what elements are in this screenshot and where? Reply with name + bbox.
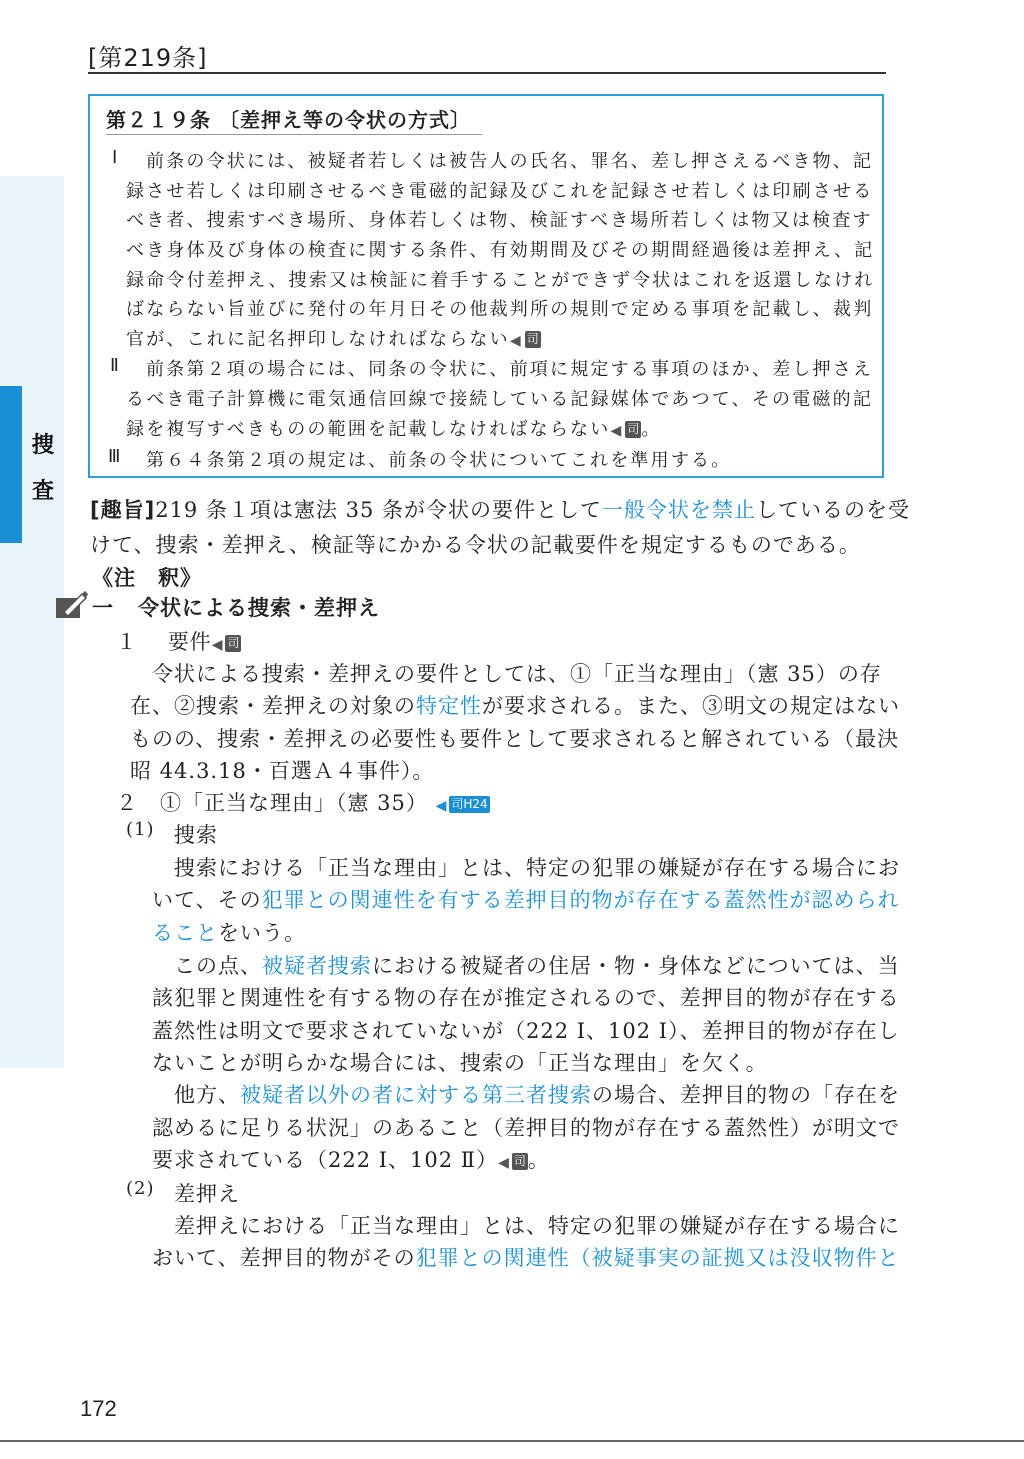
purpose-line-1	[90, 494, 910, 524]
pencil-icon	[54, 590, 88, 620]
sub-1-line	[174, 950, 900, 980]
reference-arrow-icon: ◀	[610, 423, 624, 439]
item-1-line	[130, 690, 900, 720]
reference-arrow-icon: ◀	[435, 798, 448, 814]
paragraph-2-number: Ⅱ	[110, 355, 122, 376]
item-1-line: 昭 44.3.18・百選Ａ４事件）。	[130, 759, 435, 783]
sub-1-text: の場合、差押目的物の「存在を	[592, 1083, 900, 1107]
article-title-underline	[106, 134, 482, 135]
paragraph-2-line: 前条第２項の場合には、同条の令状に、前項に規定する事項のほか、差し押さえ	[146, 359, 874, 380]
item-1-title: 要件	[167, 630, 212, 654]
sub-1-text: をいう。	[218, 921, 306, 945]
item-2-title: ①「正当な理由」（憲 35）	[160, 791, 428, 815]
sub-1-highlight: 被疑者以外の者に対する第三者捜索	[240, 1083, 592, 1107]
paragraph-1-line: 録命令付差押え、捜索又は検証に着手することができず令状はこれを返還しなけれ	[126, 270, 875, 291]
paragraph-2-line-text: 録を複写すべきものの範囲を記載しなければならない	[126, 419, 611, 440]
sub-1-highlight: ること	[152, 921, 218, 945]
side-index-tab-marker	[0, 386, 22, 543]
sub-2-number: (2)	[126, 1178, 155, 1199]
purpose-label: [趣旨]	[90, 498, 156, 522]
paragraph-2-line	[126, 415, 662, 441]
annotation-heading: 《注 釈》	[92, 566, 202, 590]
reference-arrow-icon: ◀	[498, 1155, 510, 1171]
sub-1-highlight: 被疑者捜索	[262, 954, 372, 978]
item-1-line: ものの、捜索・差押えの必要性も要件として要求されると解されている（最決	[130, 727, 900, 751]
sub-1-text: 要求されている（222 Ⅰ、102 Ⅱ）	[152, 1148, 499, 1172]
sub-1-text: いて、その	[152, 888, 262, 912]
sub-1-line	[152, 917, 306, 947]
sub-1-text: この点、	[174, 954, 262, 978]
item-2-heading	[116, 787, 490, 817]
sub-2-line	[152, 1242, 900, 1272]
period: 。	[641, 419, 662, 440]
sub-1-text: 。	[527, 1148, 550, 1172]
sub-1-line	[152, 1144, 550, 1174]
paragraph-1-number: Ⅰ	[112, 147, 120, 168]
sub-1-line: ないことが明らかな場合には、捜索の「正当な理由」を欠く。	[152, 1051, 768, 1075]
exam-tag-badge: 司H24	[451, 797, 488, 811]
exam-tag-badge: 司	[513, 1154, 526, 1168]
sub-1-line: 該犯罪と関連性を有する物の存在が推定されるので、差押目的物が存在する	[152, 986, 900, 1010]
page-number: 172	[80, 1396, 117, 1421]
section-1-number: 一	[92, 596, 114, 620]
reference-arrow-icon: ◀	[211, 637, 224, 653]
paragraph-1-line: べき身体及び身体の検査に関する条件、有効期間及びその期間経過後は差押え、記	[126, 240, 875, 261]
paragraph-1-line-text: 官が、これに記名押印しなければならない	[126, 329, 510, 350]
sub-1-text: における被疑者の住居・物・身体などについては、当	[372, 954, 900, 978]
sub-1-line: 認めるに足りる状況」のあること（差押目的物が存在する蓋然性）が明文で	[152, 1116, 900, 1140]
item-1-text: 在、②捜索・差押えの対象の	[130, 694, 416, 718]
side-tab-char-1: 捜	[31, 433, 54, 458]
paragraph-2-line: るべき電子計算機に電気通信回線で接続している記録媒体であつて、その電磁的記	[126, 389, 874, 410]
sub-1-text: 他方、	[174, 1083, 240, 1107]
purpose-text: 219 条１項は憲法 35 条が令状の要件として	[155, 498, 603, 522]
paragraph-1-line	[126, 325, 541, 351]
purpose-line-2: けて、捜索・差押え、検証等にかかる令状の記載要件を規定するものである。	[90, 533, 861, 557]
item-1-text: が要求される。また、③明文の規定はない	[482, 694, 900, 718]
sub-2-highlight: 犯罪との関連性（被疑事実の証拠又は没収物件と	[415, 1246, 900, 1270]
purpose-text: しているのを受	[756, 498, 911, 522]
paragraph-1-line: 前条の令状には、被疑者若しくは被告人の氏名、罪名、差し押さえるべき物、記	[146, 151, 874, 172]
bottom-rule	[0, 1440, 1024, 1442]
sub-1-number: (1)	[126, 819, 155, 840]
sub-2-line: 差押えにおける「正当な理由」とは、特定の犯罪の嫌疑が存在する場合に	[174, 1214, 900, 1238]
paragraph-1-line: べき者、捜索すべき場所、身体若しくは物、検証すべき場所若しくは物又は検査す	[126, 210, 873, 231]
section-1-title: 令状による捜索・差押え	[138, 596, 380, 620]
item-1-highlight: 特定性	[416, 694, 482, 718]
item-1-number: １	[116, 630, 138, 654]
sub-1-title: 捜索	[174, 823, 218, 847]
sub-2-text: おいて、差押目的物がその	[152, 1246, 416, 1270]
sub-1-line	[174, 1079, 900, 1109]
exam-tag-badge: 司	[526, 332, 539, 346]
paragraph-3-number: Ⅲ	[108, 446, 123, 467]
paragraph-1-line: 録させ若しくは印刷させるべき電磁的記録及びこれを記録させ若しくは印刷させる	[126, 181, 874, 202]
paragraph-3-line: 第６４条第２項の規定は、前条の令状についてこれを準用する。	[146, 450, 732, 471]
side-margin-band-lower	[0, 543, 64, 1068]
side-margin-band-upper	[0, 176, 64, 386]
reference-arrow-icon: ◀	[509, 333, 523, 349]
sub-1-highlight: 犯罪との関連性を有する差押目的物が存在する蓋然性が認められ	[261, 888, 900, 912]
purpose-highlight: 一般令状を禁止	[602, 498, 757, 522]
sub-2-title: 差押え	[174, 1182, 240, 1206]
header-rule	[88, 72, 886, 74]
side-tab-char-2: 査	[31, 479, 54, 504]
chapter-header: [第219条]	[88, 44, 208, 72]
sub-1-line: 蓋然性は明文で要求されていないが（222 Ⅰ、102 Ⅰ）、差押目的物が存在し	[152, 1019, 900, 1043]
exam-tag-badge: 司	[627, 422, 640, 436]
item-2-number: ２	[116, 791, 138, 815]
paragraph-1-line: ばならない旨並びに発付の年月日その他裁判所の規則で定める事項を記載し、裁判	[126, 299, 874, 320]
item-1-line: 令状による捜索・差押えの要件としては、①「正当な理由」（憲 35）の存	[152, 662, 882, 686]
exam-tag-badge: 司	[227, 636, 240, 650]
sub-1-line	[152, 884, 900, 914]
item-1-heading	[116, 626, 241, 656]
sub-1-line: 捜索における「正当な理由」とは、特定の犯罪の嫌疑が存在する場合にお	[174, 856, 900, 880]
article-title: 第２１９条 〔差押え等の令状の方式〕	[106, 108, 471, 132]
